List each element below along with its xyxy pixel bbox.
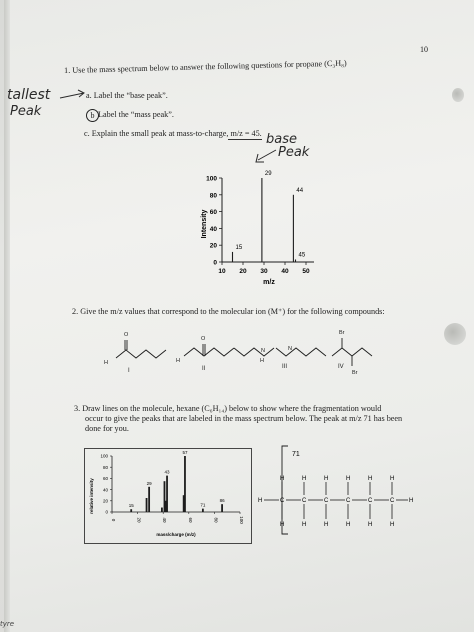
spectrum1-xtick-label: 10: [218, 268, 226, 275]
compound-label-iii: III: [282, 364, 288, 370]
question-3-line1: 3. Draw lines on the molecule, hexane (C₆H₁₄) below to show where the fragmentation would: [74, 404, 382, 413]
question-1b: Label the “mass peak”.: [98, 110, 174, 119]
spectrum1-ytick-label: 0: [213, 259, 217, 267]
binder-hole: [444, 323, 466, 345]
hexane-h-top: H: [324, 476, 329, 482]
hexane-h-right: H: [409, 498, 414, 504]
spectrum2-peak-bar: [202, 509, 204, 512]
compound-structures: [96, 322, 426, 382]
atom-n-2: N: [288, 346, 292, 352]
compound-label-i: I: [128, 368, 130, 374]
spectrum2-ytick-label: 40: [102, 487, 108, 493]
spectrum1-xtick-label: 30: [260, 268, 268, 275]
hexane-h-top: H: [302, 476, 307, 482]
atom-o-2: O: [201, 336, 206, 342]
bracket-71: [282, 446, 288, 534]
hexane-h-top: H: [280, 476, 285, 482]
spectrum2-peak-bar: [184, 456, 186, 512]
spectrum2-peak-label: 57: [182, 450, 188, 455]
spectrum2-xtick-label: 60: [187, 517, 193, 523]
spectrum1-peak-label: 15: [235, 244, 243, 251]
circled-b: b: [86, 109, 99, 122]
hexane-carbon: C: [280, 498, 285, 504]
handwriting-base-peak: Peak: [278, 145, 310, 160]
spectrum2-xtick-label: 20: [136, 517, 142, 523]
spectrum1-ytick-label: 80: [209, 192, 217, 200]
spectrum1-peak-label: 44: [296, 187, 304, 194]
page-number: 10: [420, 45, 428, 54]
spectrum2-peak-bar: [221, 504, 223, 512]
spectrum1-xtick-label: 40: [281, 268, 289, 275]
spectrum2-ytick-label: 60: [102, 476, 108, 482]
question-1-intro: 1. Use the mass spectrum below to answer the following questions for propane (C₃H₈): [64, 58, 347, 75]
spectrum2-peak-label: 29: [146, 480, 152, 486]
spectrum1-xlabel: m/z: [263, 279, 275, 286]
spectrum2-ytick-label: 0: [105, 509, 108, 515]
question-1c: c. Explain the small peak at mass-to-charge, m/z = 45.: [84, 129, 262, 138]
hexane-h-bottom: H: [302, 522, 307, 528]
compound-iii-chain: [276, 348, 326, 356]
hexane-h-bottom: H: [346, 522, 351, 528]
spectrum2-ytick-label: 80: [102, 464, 108, 470]
spectrum1-ytick-label: 40: [209, 225, 217, 233]
annotation-71: 71: [292, 451, 300, 458]
spectrum1-xtick-label: 50: [302, 268, 310, 275]
underline-mz45: [228, 139, 262, 140]
mass-spectrum-hexane: [84, 448, 252, 544]
compound-ii-carbonyl: [203, 344, 205, 356]
spectrum2-peak-bar: [161, 508, 163, 512]
spectrum2-peak-bar: [130, 509, 132, 512]
question-1a: a. Label the “base peak”.: [86, 91, 168, 100]
spectrum2-peak-label: 86: [219, 498, 225, 504]
spectrum2-ytick-label: 100: [100, 453, 108, 459]
handwriting-base: base: [266, 132, 297, 147]
hexane-carbon: C: [390, 498, 395, 504]
compound-label-iv: IV: [338, 364, 344, 370]
hexane-h-bottom: H: [280, 522, 285, 528]
hexane-carbon: C: [302, 498, 307, 504]
spectrum2-xtick-label: 80: [213, 517, 219, 523]
spectrum2-xtick-label: 100: [239, 516, 244, 524]
spectrum1-peak-label: 29: [264, 171, 272, 177]
atom-h-2: H: [176, 358, 180, 364]
compound-i-skeleton: [116, 350, 166, 358]
atom-br-1: Br: [339, 330, 345, 336]
question-3-line2: occur to give the peaks that are labeled in the mass spectrum below. The peak at m/z 71 has been: [85, 414, 403, 423]
mass-spectrum-propane: [186, 166, 324, 288]
spectrum2-xtick-label: 0: [111, 518, 116, 522]
question-3-line3: done for you.: [85, 424, 129, 433]
compound-i-carbonyl: [125, 340, 127, 350]
handwritten-arrow-base: [250, 146, 280, 168]
hexane-h-top: H: [346, 476, 351, 482]
hexane-h-bottom: H: [368, 522, 373, 528]
spectrum1-ylabel: Intensity: [201, 209, 208, 239]
atom-h-3: H: [260, 358, 264, 364]
hexane-structure: [252, 438, 422, 538]
spectrum2-peak-label: 71: [200, 502, 206, 508]
spectrum2-ytick-label: 20: [102, 498, 108, 504]
hexane-carbon: C: [324, 498, 329, 504]
handwriting-tallest: tallest: [7, 87, 51, 103]
spectrum2-peak-label: 43: [164, 469, 170, 475]
atom-o-1: O: [124, 332, 129, 338]
hexane-h-bottom: H: [324, 522, 329, 528]
spectrum1-xtick-label: 20: [239, 268, 247, 275]
atom-br-2: Br: [352, 370, 358, 376]
spectrum2-ylabel: relative intensity: [89, 478, 94, 514]
hexane-h-top: H: [390, 476, 395, 482]
hexane-h-top: H: [368, 476, 373, 482]
compound-iii-skeleton: [234, 348, 274, 356]
spectrum2-peak-label: 15: [128, 503, 134, 509]
spectrum2-frame: [85, 449, 252, 544]
spectrum2-xtick-label: 40: [162, 517, 168, 523]
hexane-h-bottom: H: [390, 522, 395, 528]
hexane-carbon: C: [368, 498, 373, 504]
spectrum1-ytick-label: 20: [209, 242, 217, 250]
spectrum1-ytick-label: 100: [206, 175, 217, 183]
spectrum1-ytick-label: 60: [209, 209, 217, 217]
handwritten-arrow: [58, 88, 88, 102]
spectrum1-peak-label: 45: [298, 252, 306, 259]
hexane-carbon: C: [346, 498, 351, 504]
binder-hole-top: [452, 88, 464, 102]
compound-ii-skeleton: [184, 348, 234, 356]
atom-h-1: H: [104, 360, 108, 366]
spectrum2-peak-bar: [146, 498, 148, 512]
atom-n-1: N: [261, 348, 265, 354]
corner-handwriting: tyre: [0, 620, 15, 628]
spectrum2-peak-bar: [148, 487, 150, 512]
spectrum2-peak-bar: [166, 476, 168, 512]
hexane-h-left: H: [258, 498, 263, 504]
compound-iv-skeleton: [332, 348, 372, 356]
question-2-text: 2. Give the m/z values that correspond to the molecular ion (M⁺) for the following compounds:: [72, 307, 385, 316]
handwriting-peak: Peak: [10, 104, 42, 119]
compound-label-ii: II: [202, 366, 206, 372]
spectrum2-xlabel: mass/charge (m/z): [156, 532, 196, 537]
